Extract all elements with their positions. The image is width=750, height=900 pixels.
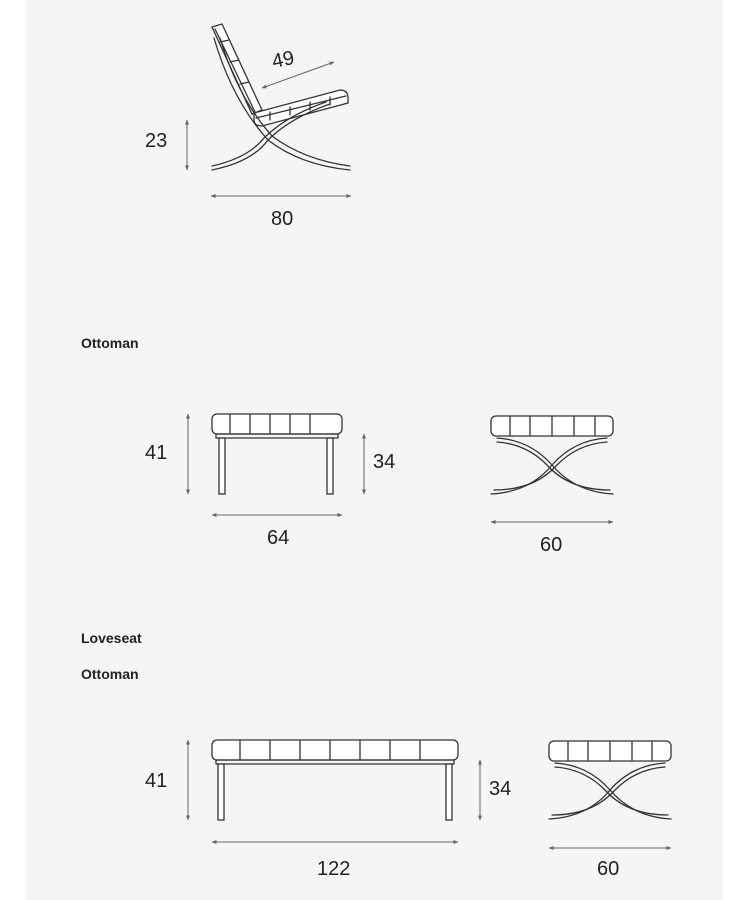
loveseat-section-title-line1: Loveseat: [81, 630, 142, 646]
loveseat-ottoman-height-label: 41: [145, 770, 168, 792]
ottoman-leg-height-label: 34: [373, 451, 396, 473]
ottoman-side-drawing: [491, 416, 613, 522]
loveseat-ottoman-front-width-label: 122: [317, 858, 351, 880]
chair-depth-label: 49: [269, 46, 297, 74]
ottoman-front-width-label: 64: [267, 527, 290, 549]
loveseat-ottoman-leg-height-label: 34: [489, 778, 512, 800]
ottoman-section-title: Ottoman: [81, 335, 139, 351]
ottoman-front-drawing: [188, 414, 364, 515]
loveseat-ottoman-front-drawing: [188, 740, 480, 842]
chair-height-label: 23: [145, 130, 168, 152]
chair-side-drawing: [187, 24, 351, 196]
ottoman-side-width-label: 60: [540, 534, 563, 556]
chair-width-label: 80: [271, 208, 294, 230]
loveseat-section-title-line2: Ottoman: [81, 666, 139, 682]
loveseat-ottoman-side-drawing: [549, 741, 671, 848]
loveseat-ottoman-side-width-label: 60: [597, 858, 620, 880]
ottoman-height-label: 41: [145, 442, 168, 464]
